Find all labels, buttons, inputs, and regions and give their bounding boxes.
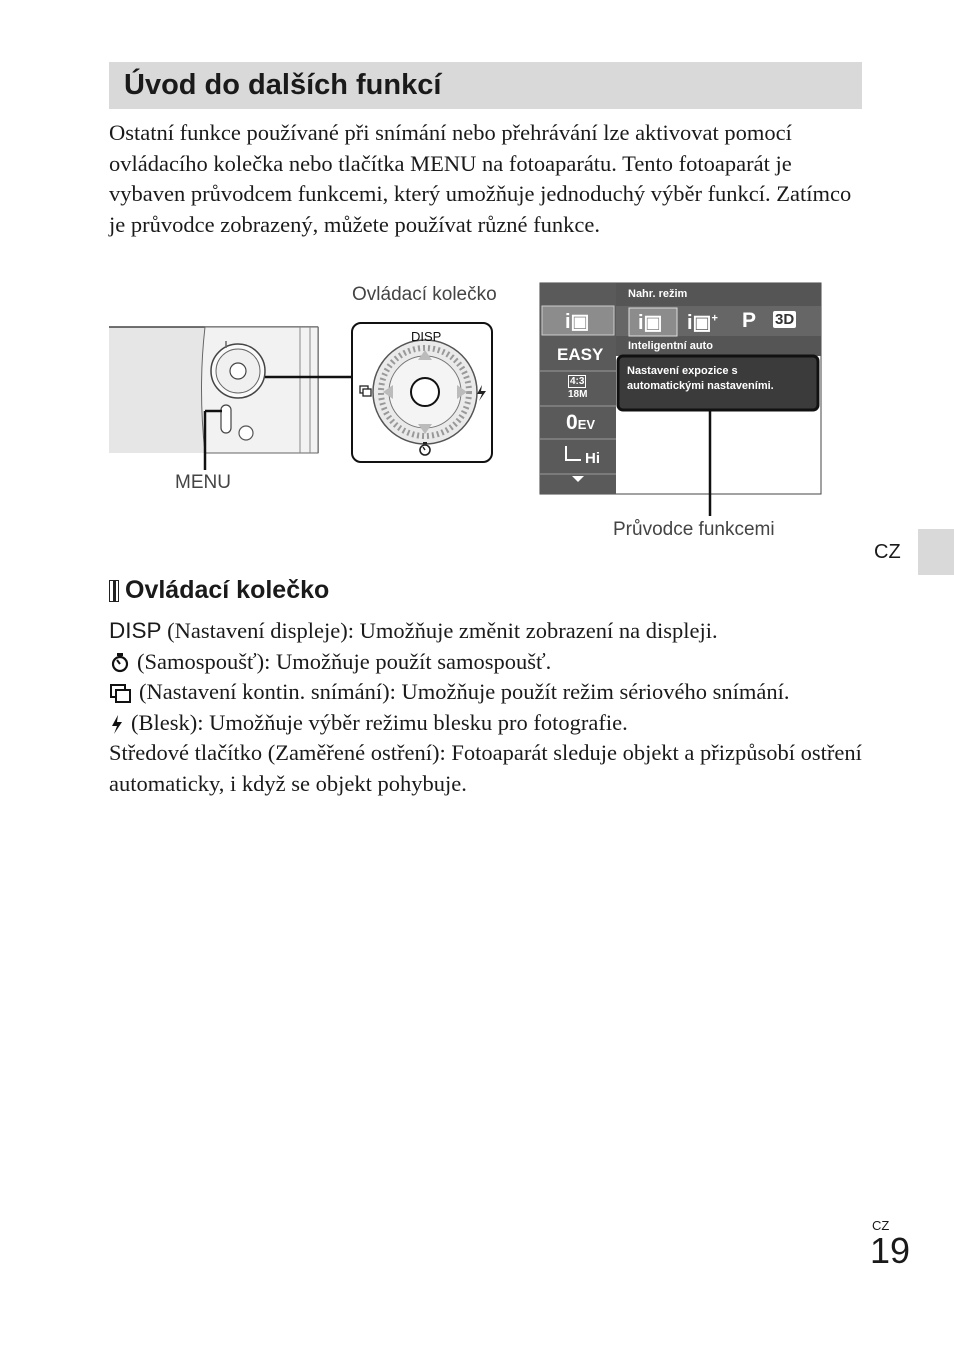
caption-control-wheel: Ovládací kolečko: [352, 284, 497, 305]
flash-line: (Blesk): Umožňuje výběr režimu blesku pro fotografie.: [109, 708, 869, 739]
intelligent-auto-selected-icon: i▣: [638, 312, 663, 334]
mode-3d: 3D: [775, 311, 795, 328]
exposure-value: 0EV: [566, 411, 596, 434]
drive-mode: Hi: [585, 450, 600, 467]
drive-mode-icon: [565, 446, 581, 461]
heading-marker-icon: [109, 580, 119, 602]
disp-label: DISP: [109, 618, 162, 643]
disp-line: DISP (Nastavení displeje): Umožňuje změnit zobrazení na displeji.: [109, 618, 718, 643]
caption-function-guide: Průvodce funkcemi: [613, 519, 775, 540]
camera-body: [109, 327, 318, 453]
intelligent-auto-icon: i▣: [565, 311, 590, 333]
aspect-ratio: 4:3: [570, 376, 585, 387]
superior-auto-icon: i▣+: [687, 312, 718, 334]
camera-figure: [100, 278, 840, 548]
self-timer-icon: [109, 652, 131, 674]
image-size: 18M: [568, 389, 588, 400]
easy-mode: EASY: [557, 345, 604, 364]
page-number: 19: [870, 1230, 911, 1271]
self-timer-line: (Samospoušť): Umožňuje použít samospoušť.: [109, 647, 869, 678]
mode-label: Inteligentní auto: [628, 340, 713, 352]
drive-line: (Nastavení kontin. snímání): Umožňuje použít režim sériového snímání.: [109, 677, 869, 708]
wheel-disp-label: DISP: [411, 329, 442, 344]
figure-drawing: [100, 278, 840, 548]
guide-text-line1: Nastavení expozice s: [627, 365, 738, 377]
intro-paragraph: Ostatní funkce používané při snímání nebo přehrávání lze aktivovat pomocí ovládacího kolečka nebo tlačítka MENU na fotoaparátu. Tento fotoaparát je vybaven průvodcem funkcemi, který umožňuje jednoduchý výběr funkcí. Zatímco je průvodce zobrazený, můžete používat různé funkce.: [109, 120, 852, 237]
language-tab: [918, 529, 954, 575]
guide-text-line2: automatickými nastaveními.: [627, 380, 774, 392]
caption-menu: MENU: [175, 472, 231, 493]
page-language: CZ: [872, 1218, 890, 1233]
section-title-bar: [109, 62, 862, 109]
language-tab-label: CZ: [874, 541, 901, 563]
section-body: [109, 616, 869, 799]
continuous-shooting-icon: [109, 683, 133, 705]
page-title: Úvod do dalších funkcí: [124, 69, 442, 101]
section-heading-text: Ovládací kolečko: [125, 576, 330, 604]
flash-icon: [109, 713, 125, 735]
section-heading: [109, 576, 329, 605]
center-button-line: Středové tlačítko (Zaměřené ostření): Fotoaparát sleduje objekt a přizpůsobí ostření automaticky, i když se objekt pohybuje.: [109, 740, 862, 796]
program-mode: P: [742, 309, 757, 332]
screen-header: Nahr. režim: [628, 288, 688, 300]
